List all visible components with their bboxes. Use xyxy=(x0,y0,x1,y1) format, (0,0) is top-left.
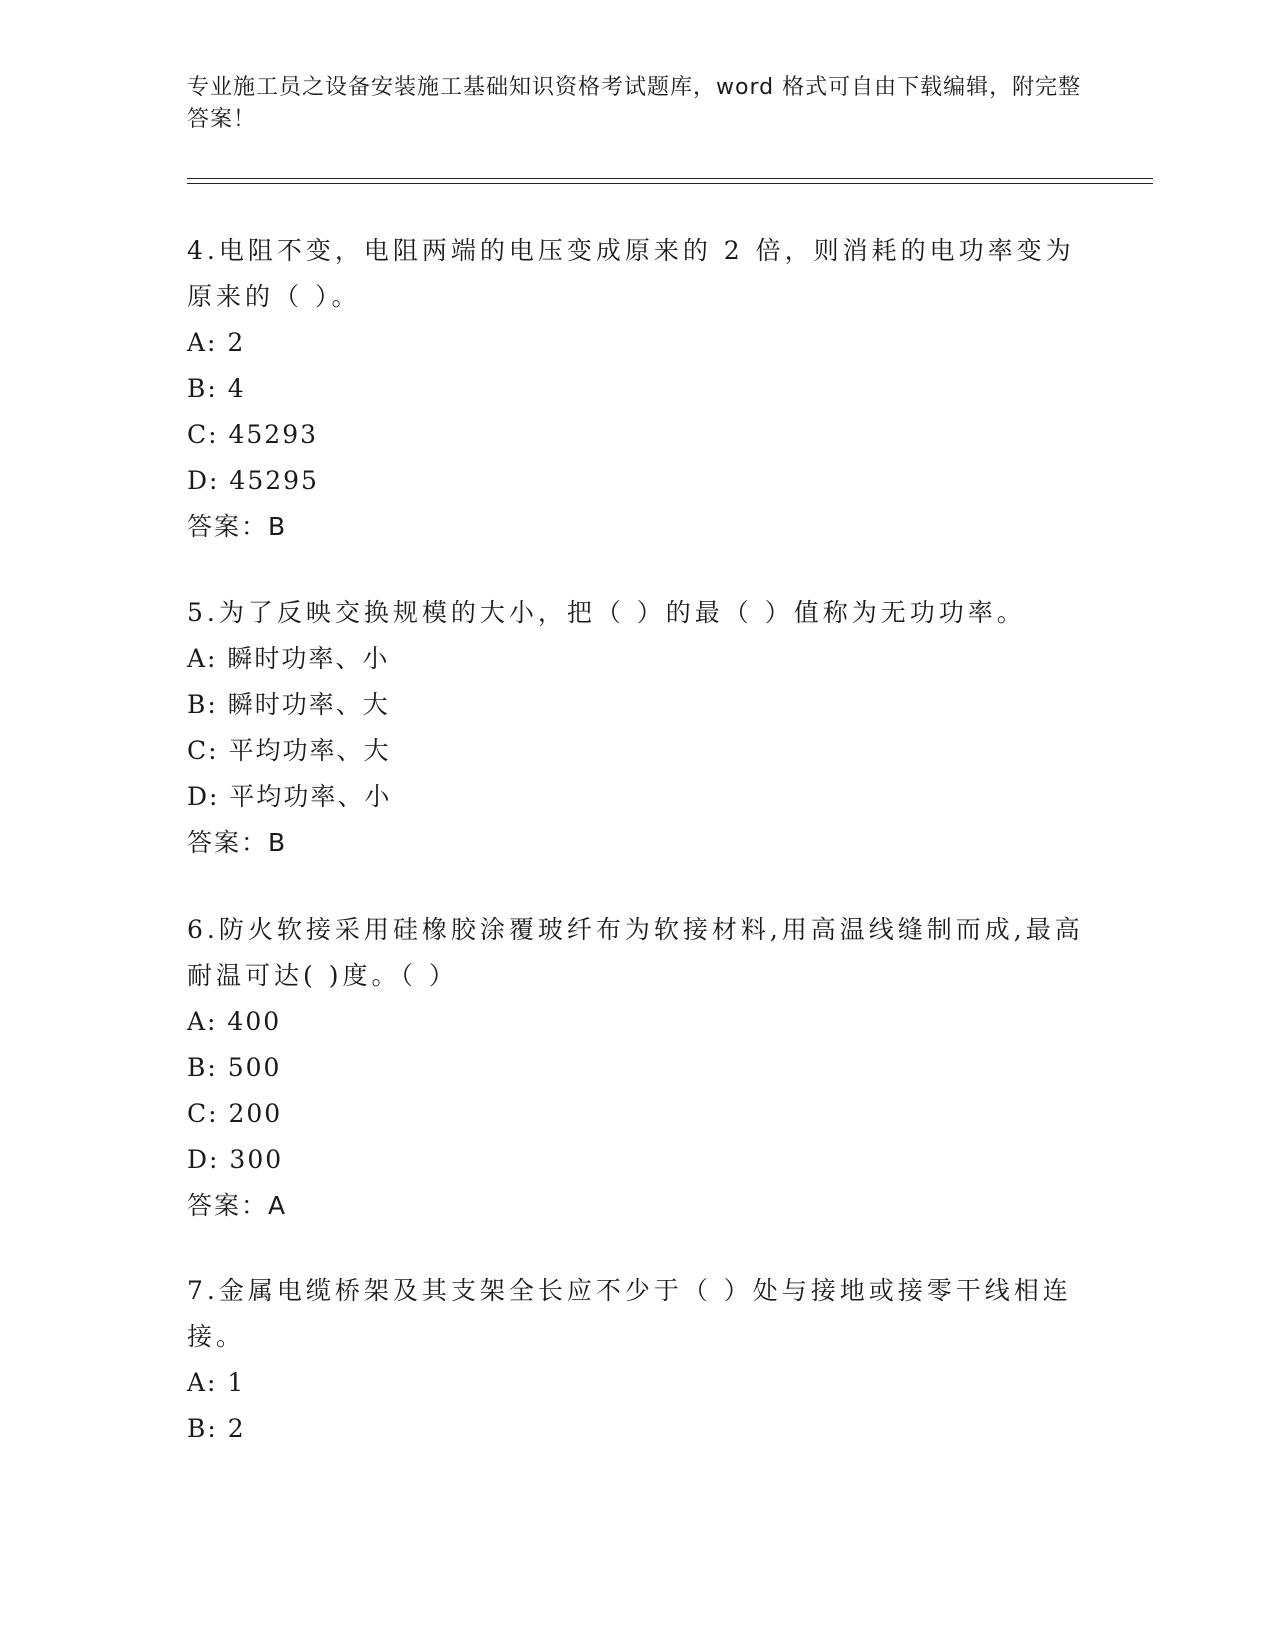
option-b: B: 2 xyxy=(187,1414,246,1443)
option-a: A: 2 xyxy=(187,328,246,357)
header-divider-bottom xyxy=(187,183,1153,184)
question-stem: 4.电阻不变，电阻两端的电压变成原来的 2 倍，则消耗的电功率变为原来的（ ）。 xyxy=(187,236,1075,311)
question-7 xyxy=(187,1268,1087,1452)
option-c: C: 45293 xyxy=(187,420,319,449)
option-a: A: 瞬时功率、小 xyxy=(187,644,390,673)
question-stem: 7.金属电缆桥架及其支架全长应不少于（ ）处与接地或接零干线相连接。 xyxy=(187,1276,1072,1351)
option-c: C: 200 xyxy=(187,1099,283,1128)
answer-label: 答案：A xyxy=(187,1191,288,1220)
option-b: B: 瞬时功率、大 xyxy=(187,690,390,719)
document-header: 专业施工员之设备安装施工基础知识资格考试题库，word 格式可自由下载编辑，附完整答案！ xyxy=(187,75,1082,132)
option-d: D: 300 xyxy=(187,1145,284,1174)
answer-label: 答案：B xyxy=(187,828,288,857)
question-4 xyxy=(187,228,1087,550)
question-stem: 6.防火软接采用硅橡胶涂覆玻纤布为软接材料,用高温线缝制而成,最高耐温可达( )度。（ ） xyxy=(187,915,1084,990)
option-d: D: 平均功率、小 xyxy=(187,782,392,811)
question-5 xyxy=(187,590,1087,866)
option-c: C: 平均功率、大 xyxy=(187,736,391,765)
answer-label: 答案：B xyxy=(187,512,288,541)
header-divider-top xyxy=(187,178,1153,179)
option-a: A: 1 xyxy=(187,1368,246,1397)
question-stem: 5.为了反映交换规模的大小，把（ ）的最（ ）值称为无功功率。 xyxy=(187,598,1026,627)
question-6 xyxy=(187,907,1087,1229)
option-d: D: 45295 xyxy=(187,466,319,495)
option-a: A: 400 xyxy=(187,1007,282,1036)
option-b: B: 500 xyxy=(187,1053,282,1082)
option-b: B: 4 xyxy=(187,374,246,403)
